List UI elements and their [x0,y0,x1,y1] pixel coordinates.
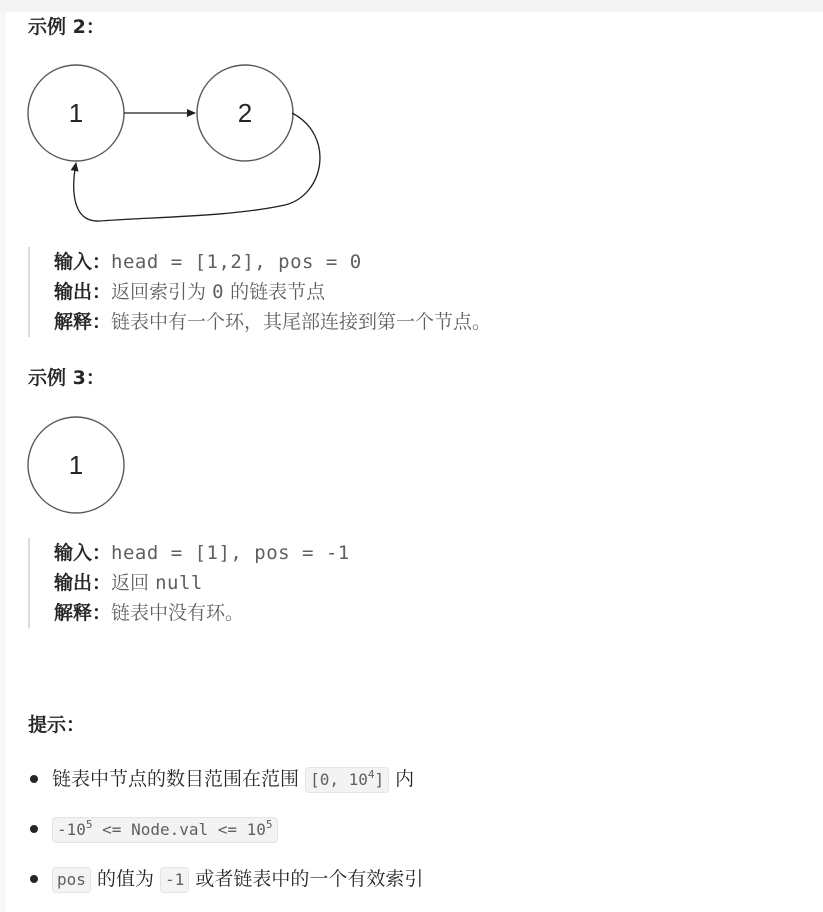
explanation-label: 解释 [54,311,93,333]
explanation-value: 链表中有一个环，其尾部连接到第一个节点。 [111,311,492,333]
constraint-text: 或者链表中的一个有效索引 [195,868,424,890]
superscript: 5 [265,817,273,831]
code-text: -10 [57,819,86,839]
input-line [54,538,350,568]
explanation-label: 解释 [54,602,93,624]
output-code: null [155,572,203,594]
explanation-value: 链表中没有环。 [111,602,245,624]
colon: ： [92,542,112,564]
superscript: 5 [85,817,93,831]
colon: ： [92,602,112,624]
example-3-heading: 示例 3： [28,367,105,389]
explanation-line [54,307,491,337]
output-label: 输出 [54,281,93,303]
example-3-linked-list-diagram [0,410,160,520]
example-2-heading: 示例 2： [28,16,105,38]
input-label: 输入 [54,251,93,273]
colon: ： [92,251,112,273]
output-line [54,277,491,307]
output-line [54,568,350,598]
inline-code: -1 [160,867,189,893]
example-2-linked-list-diagram [0,55,360,235]
constraints-heading: 提示： [28,714,86,736]
code-text: [0, 10 [310,769,368,789]
colon: ： [92,311,112,333]
node-label: 2 [237,98,253,128]
bullet-icon [30,825,38,833]
explanation-line [54,598,350,628]
top-strip [0,0,823,12]
code-text: ] [374,769,385,789]
constraint-item [28,862,423,912]
bullet-icon [30,775,38,783]
output-label: 输出 [54,572,93,594]
constraint-item [28,762,423,812]
node-label: 1 [68,450,84,480]
constraint-text: 内 [395,768,415,790]
input-label: 输入 [54,542,93,564]
inline-code [305,767,389,793]
output-code: 0 [212,281,225,303]
colon: ： [92,281,112,303]
node-label: 1 [68,98,84,128]
output-suffix: 的链表节点 [230,281,326,303]
bullet-icon [30,875,38,883]
code-text: <= Node.val <= 10 [92,819,266,839]
input-line [54,247,491,277]
constraints-list [28,762,423,912]
inline-code: pos [52,867,91,893]
constraint-text: 的值为 [96,868,154,890]
inline-code [52,817,278,843]
constraint-item [28,812,423,862]
constraint-text: 链表中节点的数目范围在范围 [52,768,300,790]
superscript: 4 [367,767,375,781]
output-prefix: 返回 [111,572,150,594]
input-value: head = [1,2], pos = 0 [111,251,362,273]
example-3-io-block [28,538,350,628]
input-value: head = [1], pos = -1 [111,542,350,564]
output-prefix: 返回索引为 [111,281,207,303]
colon: ： [92,572,112,594]
example-2-io-block [28,247,491,337]
